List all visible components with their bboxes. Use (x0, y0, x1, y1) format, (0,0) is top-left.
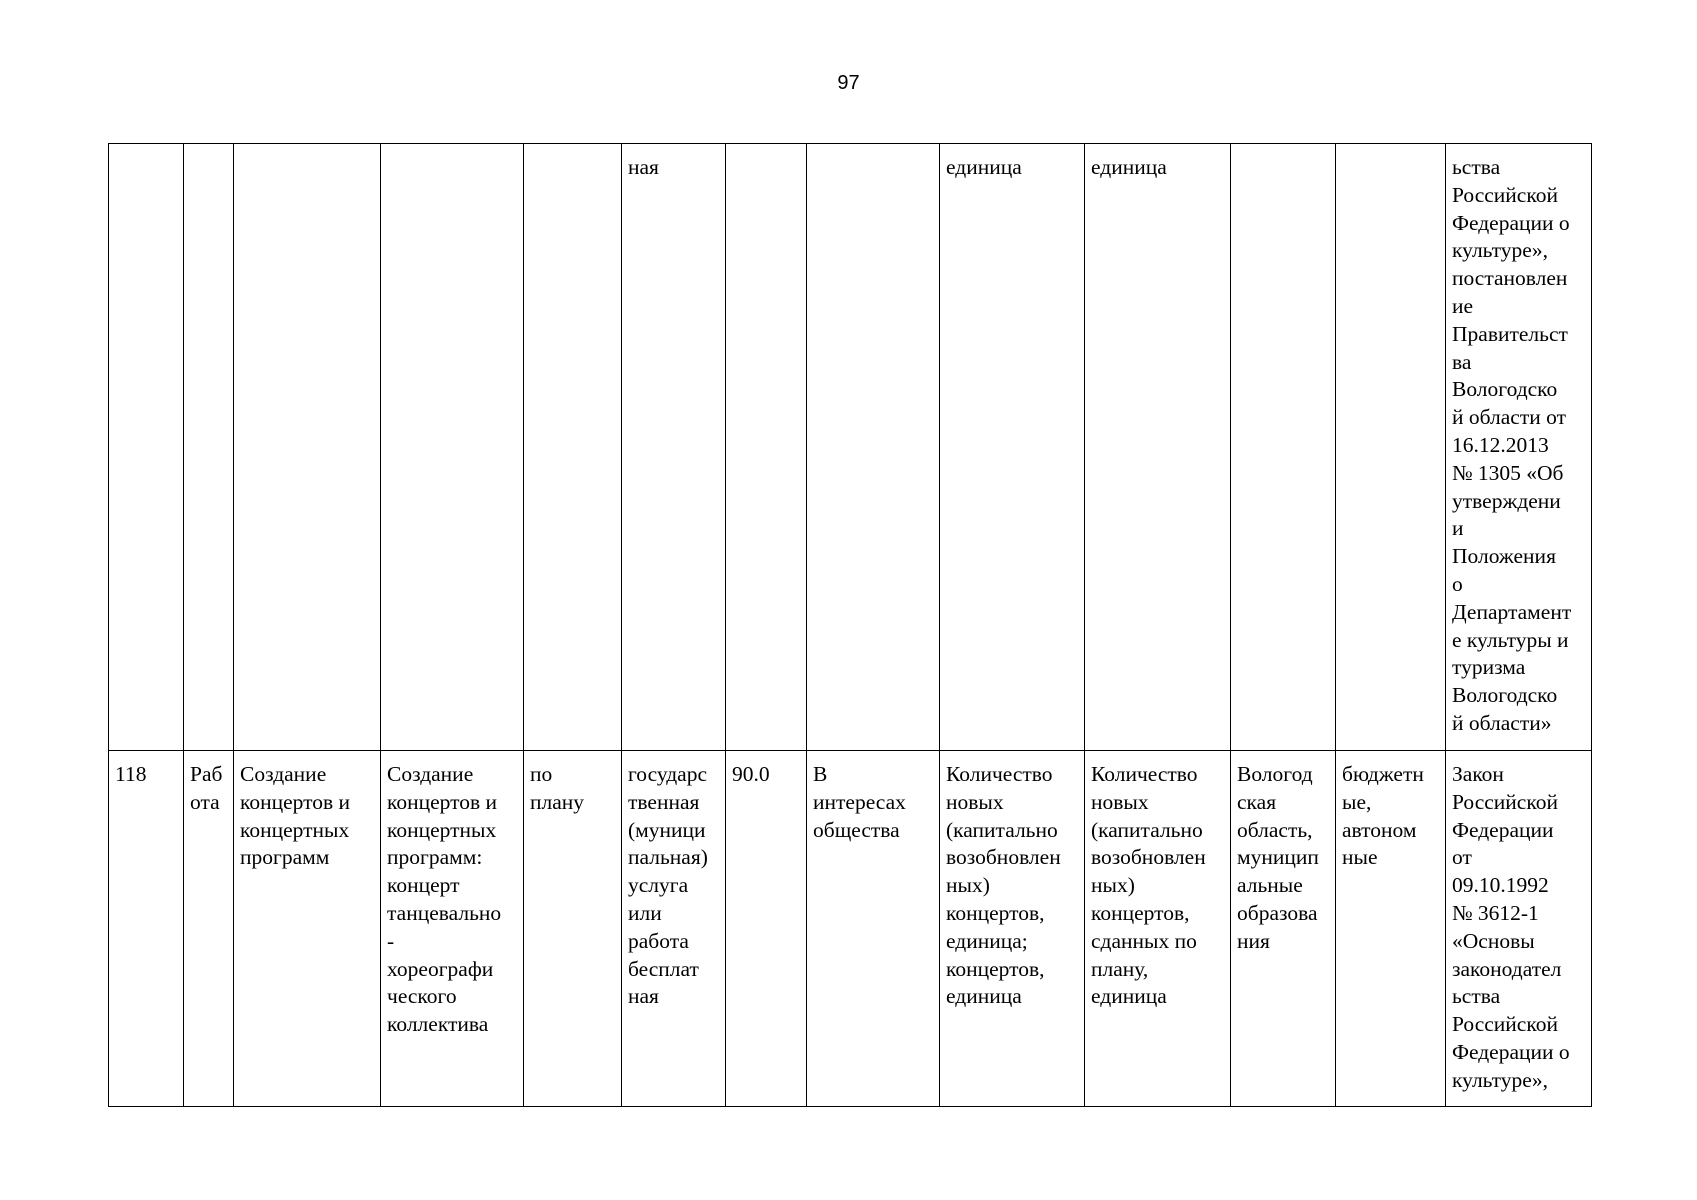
cell-legal-basis: Закон Российской Федерации от 09.10.1992 № 3612-1 «Основы законодател ьства Российской Федерации о культуре», (1446, 751, 1592, 1107)
cell-number (109, 144, 184, 751)
cell-institution-type: бюджетн ые, автоном ные (1336, 751, 1446, 1107)
cell-code (726, 144, 807, 751)
register-table (108, 143, 1592, 1107)
cell-volume-indicator: единица (1085, 144, 1231, 751)
cell-name (234, 144, 381, 751)
cell-service-type: ная (622, 144, 726, 751)
cell-legal-basis: ьства Российской Федерации о культуре», постановлен ие Правительст ва Вологодско й области от 16.12.2013 № 1305 «Об утверждени и Положения о Департамент е культуры и туризма Вологодско й области» (1446, 144, 1592, 751)
cell-quality-indicator: Количество новых (капитально возобновлен ных) концертов, единица; концертов, единица (940, 751, 1085, 1107)
cell-content: Создание концертов и концертных программ: концерт танцевально - хореографи ческого коллектива (381, 751, 524, 1107)
cell-type: Раб ота (184, 751, 234, 1107)
cell-region (1231, 144, 1336, 751)
cell-volume-indicator: Количество новых (капитально возобновлен ных) концертов, сданных по плану, единица (1085, 751, 1231, 1107)
cell-institution-type (1336, 144, 1446, 751)
cell-name: Создание концертов и концертных программ (234, 751, 381, 1107)
cell-service-type: государс твенная (муници пальная) услуга или работа бесплат ная (622, 751, 726, 1107)
cell-region: Вологод ская область, муницип альные образова ния (1231, 751, 1336, 1107)
cell-content (381, 144, 524, 751)
table-row-118 (109, 751, 1592, 1107)
table-row-continuation (109, 144, 1592, 751)
cell-consumers (807, 144, 940, 751)
cell-quality-indicator: единица (940, 144, 1085, 751)
cell-conditions: по плану (524, 751, 622, 1107)
cell-type (184, 144, 234, 751)
page-number: 97 (837, 72, 860, 94)
cell-number: 118 (109, 751, 184, 1107)
cell-consumers: В интересах общества (807, 751, 940, 1107)
cell-code: 90.0 (726, 751, 807, 1107)
cell-conditions (524, 144, 622, 751)
